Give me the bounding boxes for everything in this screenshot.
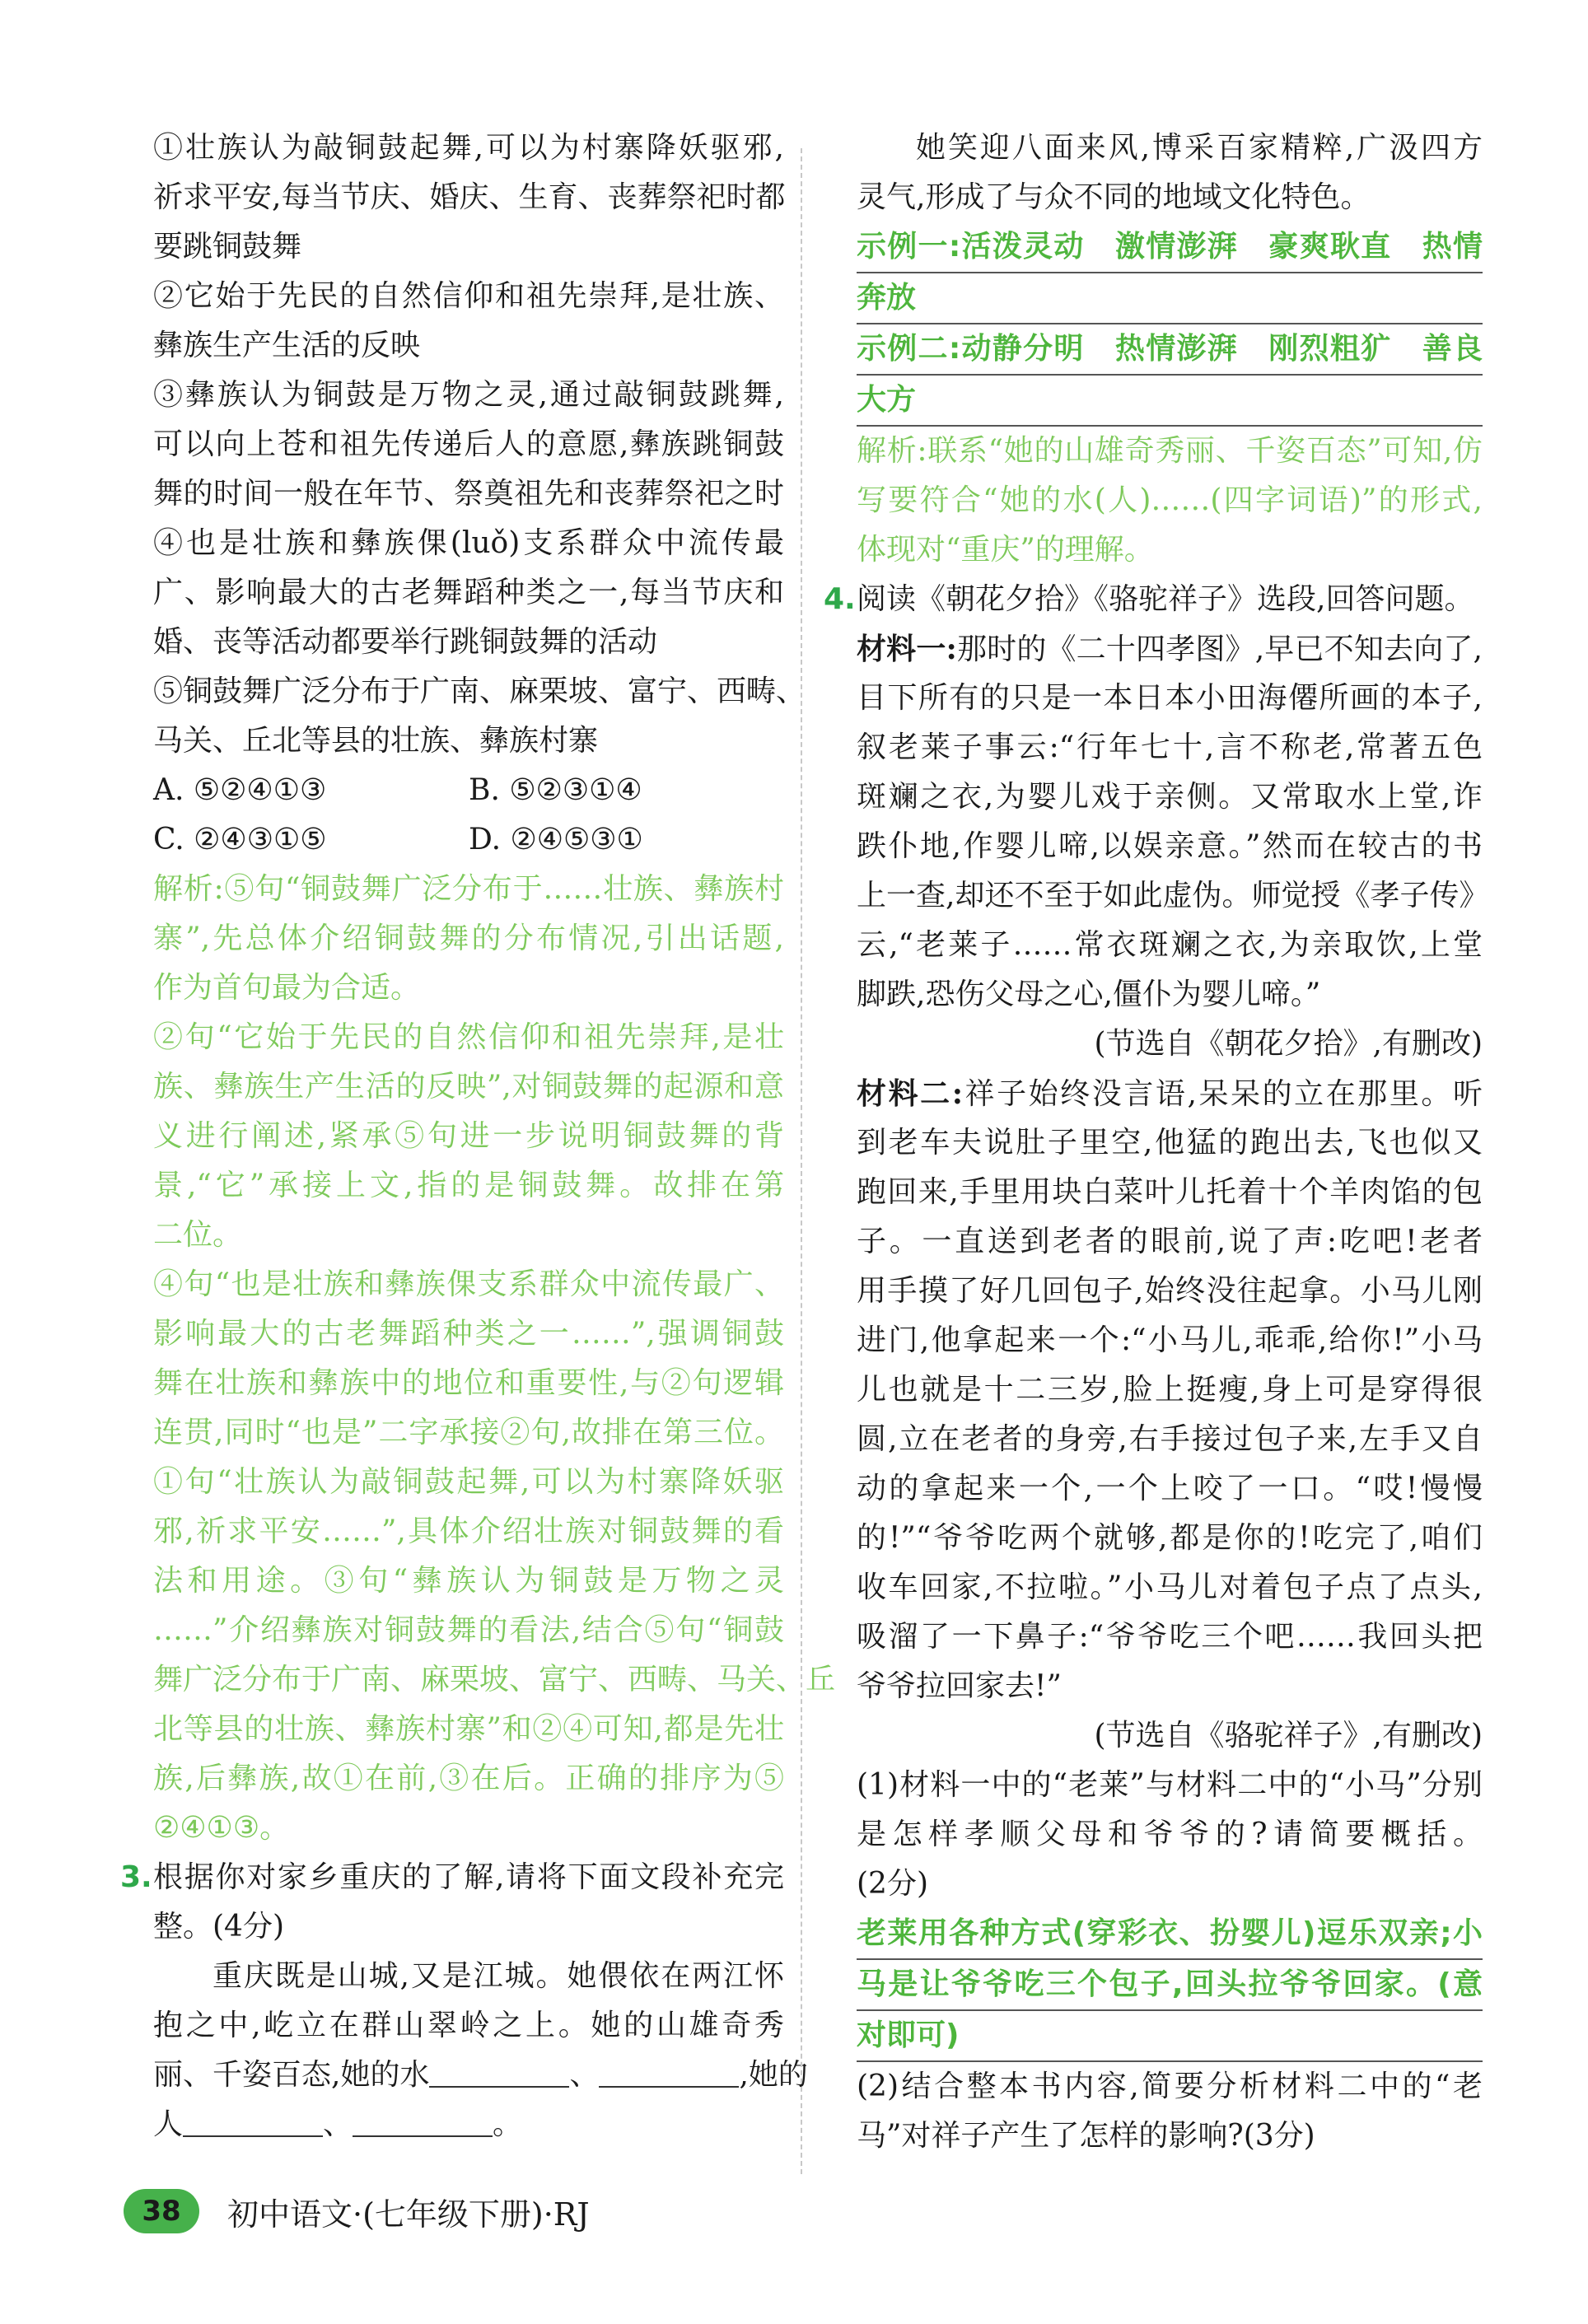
analysis-line: 作为首句最为合适。 — [153, 971, 421, 1005]
option-c: C. ②④③①⑤ — [153, 823, 327, 856]
analysis-line: ②句“它始于先民的自然信仰和祖先崇拜,是壮 — [153, 1020, 784, 1054]
text-segment: 祥子始终没言语,呆呆的立在那里。听 — [962, 1077, 1483, 1111]
fill-in-line — [153, 2100, 784, 2149]
material-line: 吸溜了一下鼻子:“爷爷吃三个吧……我回头把 — [857, 1620, 1483, 1654]
text-line: 舞的时间一般在年节、祭奠祖先和丧葬祭祀之时 — [153, 477, 784, 511]
page-number-badge: 38 — [124, 2189, 199, 2233]
analysis-block — [153, 865, 836, 1853]
question-text: 阅读《朝花夕拾》《骆驼祥子》选段,回答问题。 — [857, 582, 1474, 616]
material-line: 目下所有的只是一本日本小田海僊所画的本子, — [857, 681, 1483, 715]
source-note: (节选自《朝花夕拾》,有删改) — [1094, 1027, 1483, 1061]
material-line: 跑回来,手里用块白菜叶儿托着十个羊肉馅的包 — [857, 1175, 1483, 1209]
text-line: 可以向上苍和祖先传递后人的意愿,彝族跳铜鼓 — [153, 427, 784, 461]
passage-line: 重庆既是山城,又是江城。她偎依在两江怀 — [213, 1959, 784, 1993]
text-line: 婚、丧等活动都要举行跳铜鼓舞的活动 — [153, 625, 658, 659]
material-line: 儿也就是十二三岁,脸上挺瘦,身上可是穿得很 — [857, 1373, 1483, 1407]
answer-line: 大方 — [857, 376, 1483, 427]
text-line: ③彝族认为铜鼓是万物之灵,通过敲铜鼓跳舞, — [153, 378, 784, 412]
text-line: 要跳铜鼓舞 — [153, 230, 302, 264]
analysis-line: 舞广泛分布于广南、麻栗坡、富宁、西畴、马关、丘 — [153, 1663, 836, 1696]
passage-line: 她笑迎八面来风,博采百家精粹,广汲四方 — [916, 131, 1483, 165]
blank-field[interactable] — [183, 2102, 323, 2137]
text-line: ②它始于先民的自然信仰和祖先崇拜,是壮族、 — [153, 279, 784, 313]
analysis-line: 族,后彝族,故①在前,③在后。正确的排序为⑤ — [153, 1762, 784, 1795]
question-number: 4. — [824, 582, 856, 616]
material-line: 进门,他拿起来一个:“小马儿,乖乖,给你!”小马 — [857, 1323, 1483, 1357]
answer-line: 老莱用各种方式(穿彩衣、扮婴儿)逗乐双亲;小 — [857, 1909, 1483, 1960]
text-segment: 丽、千姿百态,她的水 — [153, 2058, 430, 2092]
analysis-line: 写要符合“她的水(人)……(四字词语)”的形式, — [857, 483, 1483, 517]
analysis-line: 影响最大的古老舞蹈种类之一……”,强调铜鼓 — [153, 1317, 784, 1351]
material-line: 叙老莱子事云:“行年七十,言不称老,常著五色 — [857, 730, 1483, 764]
text-segment: 、 — [323, 2107, 353, 2141]
analysis-line: 连贯,同时“也是”二字承接②句,故排在第三位。 — [153, 1416, 784, 1449]
option-a: A. ⑤②④①③ — [153, 773, 327, 807]
book-title: 初中语文·(七年级下册)·RJ — [227, 2196, 590, 2233]
source-note: (节选自《骆驼祥子》,有删改) — [1094, 1719, 1483, 1752]
right-column — [824, 124, 1489, 2161]
material-line: 的!”“爷爷吃两个就够,都是你的!吃完了,咱们 — [857, 1521, 1483, 1555]
material-label: 材料二: — [857, 1076, 963, 1111]
text-line: ⑤铜鼓舞广泛分布于广南、麻栗坡、富宁、西畴、 — [153, 674, 806, 708]
left-column — [120, 124, 836, 2149]
material-line: 子。一直送到老者的眼前,说了声:吃吧!老者 — [857, 1225, 1483, 1258]
analysis-line: 二位。 — [153, 1218, 243, 1252]
subquestion-text: (2)结合整本书内容,简要分析材料二中的“老 — [857, 2070, 1483, 2103]
text-line: ④也是壮族和彝族倮(luǒ)支系群众中流传最 — [153, 526, 784, 560]
subquestion-text: 是怎样孝顺父母和爷爷的?请简要概括。 — [857, 1818, 1483, 1851]
analysis-line: 法和用途。③句“彝族认为铜鼓是万物之灵 — [153, 1564, 784, 1598]
subquestion-text: (1)材料一中的“老莱”与材料二中的“小马”分别 — [857, 1768, 1483, 1802]
question-text: 根据你对家乡重庆的了解,请将下面文段补充完 — [153, 1860, 784, 1894]
text-segment: 。 — [493, 2107, 523, 2141]
analysis-line: ……”介绍彝族对铜鼓舞的看法,结合⑤句“铜鼓 — [153, 1613, 784, 1647]
option-b: B. ⑤②③①④ — [469, 773, 642, 807]
text-line: 广、影响最大的古老舞蹈种类之一,每当节庆和 — [153, 576, 784, 609]
material-line: 到老车夫说肚子里空,他猛的跑出去,飞也似又 — [857, 1126, 1483, 1160]
analysis-line: 解析:⑤句“铜鼓舞广泛分布于……壮族、彝族村 — [153, 872, 784, 906]
material-line: 爷爷拉回家去!” — [857, 1669, 1062, 1703]
analysis-line: ②④①③。 — [153, 1811, 290, 1845]
text-line: 马关、丘北等县的壮族、彝族村寨 — [153, 724, 599, 758]
material-line: 跌仆地,作婴儿啼,以娱亲意。”然而在较古的书 — [857, 829, 1483, 863]
answer-block — [857, 1909, 1483, 2062]
analysis-line: 义进行阐述,紧承⑤句进一步说明铜鼓舞的背 — [153, 1119, 784, 1153]
question-4 — [824, 575, 1489, 2161]
material-label: 材料一: — [857, 632, 957, 666]
text-line: 祈求平安,每当节庆、婚庆、生育、丧葬祭祀时都 — [153, 180, 786, 214]
blank-field[interactable] — [599, 2053, 739, 2088]
material-line: 动的拿起来一个,一个上咬了一口。“哎!慢慢 — [857, 1472, 1483, 1505]
analysis-line: 景,“它”承接上文,指的是铜鼓舞。故排在第 — [153, 1169, 784, 1202]
text-segment: ,她的 — [739, 2058, 808, 2092]
analysis-line: 邪,祈求平安……”,具体介绍壮族对铜鼓舞的看 — [153, 1514, 784, 1548]
subquestion-text: 马”对祥子产生了怎样的影响?(3分) — [857, 2119, 1315, 2153]
material-line — [857, 1069, 1483, 1118]
passage-line: 灵气,形成了与众不同的地域文化特色。 — [857, 180, 1371, 214]
answer-line: 示例一:活泼灵动 激情澎湃 豪爽耿直 热情 — [857, 222, 1483, 273]
subquestion-text: (2分) — [857, 1867, 928, 1901]
answer-line: 马是让爷爷吃三个包子,回头拉爷爷回家。(意 — [857, 1960, 1483, 2011]
material-line: 云,“老莱子……常衣斑斓之衣,为亲取饮,上堂 — [857, 928, 1483, 962]
text-line: 彝族生产生活的反映 — [153, 329, 421, 362]
page-footer — [124, 2182, 590, 2240]
analysis-line: 解析:联系“她的山雄奇秀丽、千姿百态”可知,仿 — [857, 434, 1483, 468]
option-d: D. ②④⑤③① — [469, 823, 643, 856]
analysis-line: ①句“壮族认为敲铜鼓起舞,可以为村寨降妖驱 — [153, 1465, 784, 1499]
answer-line: 对即可) — [857, 2011, 1483, 2062]
column-divider — [801, 148, 802, 2174]
question-number: 3. — [120, 1860, 152, 1894]
option-row — [153, 815, 784, 865]
material-line: 收车回家,不拉啦。”小马儿对着包子点了点头, — [857, 1570, 1483, 1604]
answer-block — [857, 222, 1483, 427]
analysis-line: 舞在壮族和彝族中的地位和重要性,与②句逻辑 — [153, 1366, 784, 1400]
analysis-line: 北等县的壮族、彝族村寨”和②④可知,都是先壮 — [153, 1712, 784, 1746]
analysis-line: 体现对“重庆”的理解。 — [857, 533, 1154, 567]
option-row — [153, 766, 784, 815]
blank-field[interactable] — [429, 2053, 569, 2088]
analysis-line: 寨”,先总体介绍铜鼓舞的分布情况,引出话题, — [153, 922, 784, 955]
blank-field[interactable] — [353, 2102, 493, 2137]
sentence-list — [153, 124, 806, 766]
material-line: 斑斓之衣,为婴儿戏于亲侧。又常取水上堂,诈 — [857, 780, 1483, 814]
question-3 — [120, 1853, 808, 2149]
material-line — [857, 624, 1483, 674]
material-line: 圆,立在老者的身旁,右手接过包子来,左手又自 — [857, 1422, 1483, 1456]
material-line: 用手摸了好几回包子,始终没往起拿。小马儿刚 — [857, 1274, 1483, 1308]
text-segment: 人 — [153, 2107, 184, 2141]
answer-line: 示例二:动静分明 热情澎湃 刚烈粗犷 善良 — [857, 324, 1483, 376]
material-line: 脚跌,恐伤父母之心,僵仆为婴儿啼。” — [857, 978, 1321, 1011]
question-text: 整。(4分) — [153, 1910, 284, 1944]
analysis-line: ④句“也是壮族和彝族倮支系群众中流传最广、 — [153, 1267, 784, 1301]
answer-line: 奔放 — [857, 273, 1483, 324]
material-line: 上一查,却还不至于如此虚伪。师觉授《孝子传》 — [857, 879, 1489, 912]
analysis-line: 族、彝族生产生活的反映”,对铜鼓舞的起源和意 — [153, 1070, 784, 1104]
text-segment: 、 — [569, 2058, 600, 2092]
fill-in-line — [153, 2051, 808, 2100]
text-line: ①壮族认为敲铜鼓起舞,可以为村寨降妖驱邪, — [153, 131, 784, 165]
analysis-block — [857, 427, 1483, 575]
text-segment: 那时的《二十四孝图》,早已不知去向了, — [956, 632, 1483, 666]
passage-line: 抱之中,屹立在群山翠岭之上。她的山雄奇秀 — [153, 2009, 784, 2042]
